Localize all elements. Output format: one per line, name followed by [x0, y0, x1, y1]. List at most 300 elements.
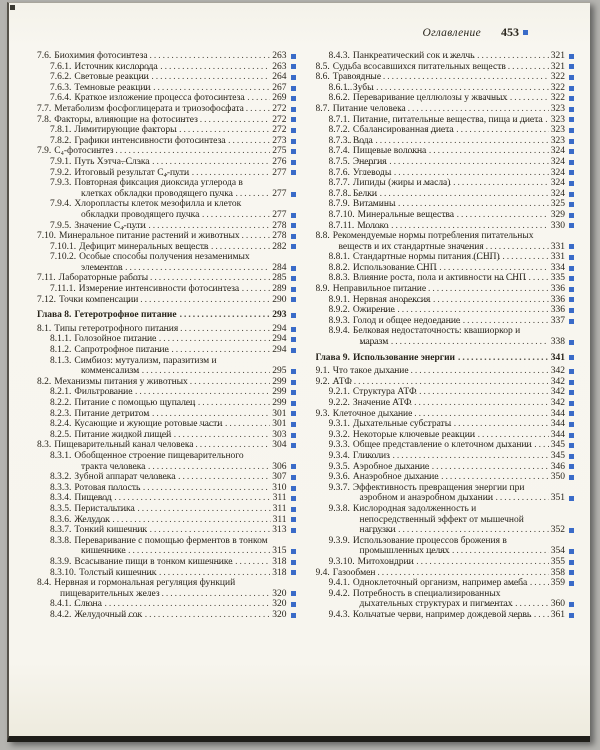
toc-entry[interactable] [329, 462, 575, 473]
toc-entry[interactable] [316, 104, 575, 115]
toc-entry-title: Белки [352, 188, 377, 199]
toc-entry-title: Биохимия фотосинтеза [54, 51, 148, 61]
toc-entry-page [272, 136, 295, 147]
toc-entry-text [329, 178, 549, 189]
toc-entry[interactable] [329, 430, 575, 441]
link-marker-icon [291, 464, 296, 469]
toc-entry[interactable] [329, 157, 575, 168]
toc-entry[interactable] [329, 305, 575, 316]
toc-entry-title: Световые реакции [74, 72, 149, 83]
toc-entry-page-number: 285 [272, 273, 287, 284]
toc-entry[interactable] [50, 525, 296, 536]
toc-entry-page [273, 504, 296, 515]
toc-entry-title: Питание детритом [74, 408, 150, 419]
link-marker-icon [291, 380, 296, 385]
toc-entry[interactable] [37, 440, 296, 451]
toc-entry-text [50, 345, 270, 356]
toc-entry-title: Общее представление о клеточном дыхании [352, 440, 532, 451]
toc-entry[interactable] [37, 115, 296, 126]
toc-entry[interactable] [37, 295, 296, 306]
toc-entry[interactable] [37, 146, 296, 157]
toc-entry[interactable] [329, 199, 575, 210]
toc-entry-page [551, 263, 574, 274]
toc-entry-page [551, 557, 574, 568]
toc-entry[interactable] [329, 589, 575, 610]
toc-entry[interactable] [329, 178, 575, 189]
toc-entry[interactable] [50, 242, 296, 253]
toc-entry-text [329, 504, 549, 536]
toc-entry-number: 7.6.2. [50, 72, 72, 83]
toc-entry-number: 8.7.5. [328, 156, 350, 167]
toc-entry-page [273, 493, 296, 504]
toc-entry-text [50, 409, 270, 420]
toc-entry-text [329, 387, 549, 398]
toc-entry-page [551, 546, 574, 557]
toc-entry-number: 8.7.1. [328, 114, 350, 125]
toc-entry-page [272, 189, 295, 200]
toc-entry[interactable] [329, 326, 575, 347]
toc-entry-number: 8.9.4. [328, 326, 350, 337]
toc-entry-text [316, 568, 549, 579]
link-marker-icon [569, 308, 574, 313]
toc-entry-page [551, 305, 574, 316]
toc-entry[interactable] [50, 356, 296, 377]
toc-entry-page-number: 344 [550, 408, 565, 419]
toc-entry[interactable] [50, 62, 296, 73]
toc-columns [9, 49, 590, 620]
toc-entry[interactable] [50, 493, 296, 504]
link-marker-icon [569, 433, 574, 438]
toc-entry-page [272, 589, 295, 600]
toc-entry-number: 8.1. [37, 323, 52, 334]
toc-entry-text [329, 557, 549, 568]
toc-entry[interactable] [316, 231, 575, 252]
toc-entry[interactable] [316, 366, 575, 377]
toc-entry[interactable] [37, 273, 296, 284]
toc-entry[interactable] [50, 252, 296, 273]
toc-entry[interactable] [37, 231, 296, 242]
toc-entry[interactable] [37, 377, 296, 388]
toc-entry-number: 8.7.4. [328, 146, 350, 157]
toc-entry-title: Использование процессов брожения в промышленных целях [352, 535, 507, 557]
toc-entry[interactable] [329, 316, 575, 327]
toc-entry-page [551, 210, 574, 221]
toc-entry[interactable] [50, 536, 296, 557]
toc-entry[interactable] [329, 419, 575, 430]
toc-entry[interactable] [50, 568, 296, 579]
toc-entry-number: 8.6.1. [328, 82, 350, 93]
toc-entry-number: 8.6.2. [328, 93, 350, 104]
toc-entry-number: 8.2.4. [50, 419, 72, 430]
toc-entry-number: 9.3. [315, 408, 330, 419]
toc-entry-number: 8.8.1. [328, 252, 350, 263]
toc-entry-number: 8.7.11. [328, 220, 355, 231]
toc-entry[interactable] [329, 295, 575, 306]
toc-entry-title: Симбиоз: мутуализм, паразитизм и комменсализм [74, 355, 217, 377]
toc-entry-title: Фильтрование [74, 387, 133, 398]
toc-entry-page [551, 462, 574, 473]
toc-entry[interactable] [37, 104, 296, 115]
toc-entry-number: 8.3.5. [50, 503, 72, 514]
toc-entry-page [551, 472, 574, 483]
toc-entry-page [551, 316, 574, 327]
toc-entry-number: 9.3.6. [328, 472, 350, 483]
toc-entry[interactable] [329, 51, 575, 62]
toc-entry-page [551, 419, 574, 430]
toc-entry-number: 9.3.8. [328, 503, 350, 514]
link-marker-icon [569, 54, 574, 59]
toc-entry-title: Стандартные нормы питания (СНП) [352, 252, 500, 263]
link-marker-icon [569, 181, 574, 186]
toc-entry[interactable] [329, 136, 575, 147]
toc-entry-text [329, 51, 549, 62]
link-marker-icon [291, 75, 296, 80]
toc-entry-title: Источник кислорода [74, 61, 158, 72]
toc-entry-text [316, 104, 549, 115]
link-marker-icon [569, 422, 574, 427]
toc-entry-page-number: 278 [272, 220, 287, 231]
toc-entry[interactable] [50, 430, 296, 441]
toc-entry[interactable] [50, 483, 296, 494]
toc-entry-page-number: 342 [550, 398, 565, 408]
toc-entry[interactable] [316, 62, 575, 73]
toc-entry[interactable] [329, 210, 575, 221]
toc-entry-page [551, 284, 574, 295]
toc-entry-number: 7.9.4. [50, 199, 72, 210]
toc-entry[interactable] [50, 419, 296, 430]
toc-entry-text [50, 242, 270, 253]
toc-entry-title: Желудочный сок [74, 609, 143, 620]
toc-entry-page [551, 451, 574, 462]
link-marker-icon [291, 149, 296, 154]
toc-entry-text [37, 273, 270, 284]
link-marker-icon [291, 139, 296, 144]
toc-entry-number: 9.3.5. [328, 461, 350, 472]
toc-entry[interactable] [329, 451, 575, 462]
toc-entry-text [37, 104, 270, 115]
toc-entry-title: Что такое дыхание [332, 366, 409, 377]
toc-entry-number: 9.3.3. [328, 440, 350, 451]
link-marker-icon [291, 287, 296, 292]
toc-entry-title: Клеточное дыхание [332, 408, 413, 419]
toc-entry-title: Углеводы [352, 167, 392, 178]
toc-entry-title: Голод и общее недоедание [352, 315, 461, 326]
toc-entry-number: 9.3.9. [328, 535, 350, 546]
toc-entry-title: Точки компенсации [59, 294, 139, 305]
toc-entry[interactable] [329, 610, 575, 621]
link-marker-icon [291, 348, 296, 353]
toc-entry-title: Использование энергии [352, 352, 456, 363]
toc-entry-number: 8.8. [315, 231, 330, 242]
toc-entry[interactable] [329, 557, 575, 568]
toc-entry[interactable] [316, 568, 575, 579]
link-marker-icon [569, 255, 574, 260]
toc-entry[interactable] [329, 252, 575, 263]
toc-entry-title: Перистальтика [74, 503, 135, 514]
link-marker-icon [523, 30, 528, 35]
toc-entry-number: 7.7. [37, 103, 52, 114]
link-marker-icon [569, 287, 574, 292]
toc-entry[interactable] [50, 599, 296, 610]
toc-entry[interactable] [50, 334, 296, 345]
toc-entry[interactable] [50, 504, 296, 515]
toc-entry-page-number: 294 [272, 345, 287, 356]
link-marker-icon [569, 170, 574, 175]
toc-entry[interactable] [37, 578, 296, 599]
toc-entry-page [272, 263, 295, 274]
toc-entry[interactable] [316, 284, 575, 295]
toc-chapter-entry[interactable] [37, 310, 296, 321]
toc-entry-title: Желудок [74, 514, 110, 525]
toc-entry-page-number: 299 [272, 387, 287, 398]
toc-entry-text [316, 409, 549, 420]
toc-entry-title: Итоговый результат С₄-пути [74, 167, 190, 178]
toc-entry-page-number: 263 [272, 51, 287, 61]
toc-entry[interactable] [329, 189, 575, 200]
toc-entry-page [272, 430, 295, 441]
toc-entry-number: 7.6. [37, 51, 52, 61]
toc-entry-number: 8.7.7. [328, 178, 350, 189]
toc-entry-title: Краткое изложение процесса фотосинтеза [74, 93, 245, 104]
toc-entry[interactable] [50, 125, 296, 136]
toc-entry-text [50, 199, 270, 220]
toc-entry-text [50, 493, 271, 504]
toc-entry-page-number: 336 [550, 294, 565, 305]
toc-entry-title: Панкреатический сок и желчь [352, 51, 475, 61]
toc-entry-title: Голозойное питание [74, 334, 157, 345]
toc-entry-title: Кусающие и жующие ротовые части [74, 419, 223, 430]
toc-entry-page-number: 336 [550, 305, 565, 316]
toc-entry-page-number: 315 [272, 546, 287, 557]
link-marker-icon [291, 170, 296, 175]
toc-entry[interactable] [329, 578, 575, 589]
scan-artifact [10, 5, 15, 10]
toc-entry-text [50, 557, 270, 568]
toc-chapter-entry[interactable] [316, 353, 575, 364]
toc-entry-text [329, 125, 549, 136]
toc-entry[interactable] [50, 610, 296, 621]
toc-entry-page [272, 115, 295, 126]
toc-entry-text [329, 189, 549, 200]
toc-entry[interactable] [50, 136, 296, 147]
toc-entry-title: Питание жидкой пищей [74, 429, 172, 440]
toc-entry-text [329, 472, 549, 483]
toc-entry-page [272, 104, 295, 115]
toc-entry-number: 9.4.3. [328, 609, 350, 620]
toc-entry-text [37, 231, 270, 242]
toc-entry-page-number: 358 [550, 567, 565, 578]
toc-entry[interactable] [50, 93, 296, 104]
toc-entry-title: Сапротрофное питание [74, 345, 169, 356]
link-marker-icon [569, 276, 574, 281]
toc-entry-title: Липиды (жиры и масла) [352, 178, 451, 189]
toc-entry[interactable] [329, 93, 575, 104]
toc-entry-text [329, 273, 549, 284]
toc-entry[interactable] [50, 284, 296, 295]
toc-entry[interactable] [50, 451, 296, 472]
toc-entry-text [50, 525, 270, 536]
link-marker-icon [569, 244, 574, 249]
toc-entry-page-number: 338 [550, 337, 565, 348]
toc-entry-page-number: 301 [272, 408, 287, 419]
toc-entry[interactable] [316, 377, 575, 388]
toc-entry-number: 7.8. [37, 114, 52, 125]
toc-entry-number: 9.3.4. [328, 450, 350, 461]
toc-entry-title: Минеральные вещества [357, 209, 454, 220]
toc-entry[interactable] [37, 324, 296, 335]
link-marker-icon [569, 570, 574, 575]
toc-entry-page [551, 568, 574, 579]
toc-entry-text [50, 221, 270, 232]
toc-entry[interactable] [50, 345, 296, 356]
toc-entry-number: 8.2. [37, 376, 52, 387]
toc-entry[interactable] [329, 273, 575, 284]
toc-entry-title: Травоядные [332, 72, 382, 83]
toc-entry-page-number: 331 [550, 252, 565, 263]
toc-entry[interactable] [50, 178, 296, 199]
toc-entry-text [329, 483, 549, 504]
toc-entry[interactable] [329, 83, 575, 94]
toc-entry-page [551, 178, 574, 189]
link-marker-icon [291, 549, 296, 554]
toc-entry[interactable] [37, 51, 296, 62]
link-marker-icon [291, 64, 296, 69]
toc-entry-number: 8.5. [315, 61, 330, 72]
link-marker-icon [291, 327, 296, 332]
link-marker-icon [291, 475, 296, 480]
link-marker-icon [291, 54, 296, 59]
toc-entry-page-number: 306 [272, 461, 287, 472]
toc-entry-page-number: 284 [272, 262, 287, 273]
toc-entry[interactable] [329, 125, 575, 136]
toc-entry[interactable] [50, 387, 296, 398]
link-marker-icon [569, 560, 574, 565]
toc-entry-page-number: 303 [272, 429, 287, 440]
toc-entry[interactable] [329, 440, 575, 451]
toc-entry-page [273, 515, 296, 526]
toc-entry-text [329, 115, 549, 126]
toc-entry-page-number: 329 [550, 209, 565, 220]
toc-entry-number: 8.8.3. [328, 273, 350, 284]
toc-entry-number: 9.2.2. [328, 398, 350, 408]
toc-entry-text [50, 430, 270, 441]
toc-entry[interactable] [329, 483, 575, 504]
toc-entry-title: Молоко [357, 220, 389, 231]
toc-entry-number: 9.2.1. [328, 387, 350, 398]
toc-entry-page-number: 354 [550, 546, 565, 557]
toc-entry-text [329, 295, 549, 306]
toc-entry-page [272, 366, 295, 377]
toc-entry-number: 8.2.1. [50, 387, 72, 398]
toc-entry[interactable] [50, 199, 296, 220]
toc-entry-page [272, 146, 295, 157]
link-marker-icon [291, 528, 296, 533]
toc-entry-page [551, 199, 574, 210]
link-marker-icon [291, 422, 296, 427]
toc-entry[interactable] [50, 72, 296, 83]
toc-entry[interactable] [50, 472, 296, 483]
toc-entry-title: Нервная и гормональная регуляция функций пищеварительных желез [54, 578, 236, 599]
toc-entry[interactable] [329, 472, 575, 483]
toc-entry-number: 8.7.9. [328, 199, 350, 210]
toc-entry-title: Витамины [352, 199, 396, 210]
toc-entry-text [50, 515, 271, 526]
toc-entry-number: 8.3.1. [50, 450, 72, 461]
toc-entry-number: 8.4.1. [50, 599, 72, 610]
toc-entry[interactable] [316, 72, 575, 83]
toc-entry-number: 7.9.2. [50, 167, 72, 178]
toc-entry-text [329, 168, 549, 179]
toc-entry-page [272, 483, 295, 494]
toc-entry-text [37, 440, 270, 451]
toc-entry-title: Газообмен [332, 567, 376, 578]
toc-entry-title: Путь Хэтча–Слэка [74, 156, 150, 167]
toc-entry-number: 8.2.5. [50, 429, 72, 440]
toc-entry[interactable] [316, 409, 575, 420]
link-marker-icon [569, 581, 574, 586]
toc-entry[interactable] [329, 146, 575, 157]
toc-entry-title: Метаболизм фосфоглицерата и триозофосфата [54, 103, 244, 114]
toc-entry-title: Энергия [352, 156, 387, 167]
toc-entry[interactable] [329, 536, 575, 557]
toc-entry[interactable] [50, 409, 296, 420]
toc-entry[interactable] [50, 168, 296, 179]
toc-entry[interactable] [329, 221, 575, 232]
toc-entry-page [551, 51, 574, 62]
toc-entry[interactable] [50, 157, 296, 168]
toc-entry[interactable] [50, 221, 296, 232]
toc-entry-number: 8.7.8. [328, 188, 350, 199]
toc-entry[interactable] [50, 515, 296, 526]
toc-entry-page-number: 323 [550, 125, 565, 136]
link-marker-icon [291, 128, 296, 133]
link-marker-icon [291, 401, 296, 406]
toc-entry-number: 7.8.1. [50, 125, 72, 136]
toc-entry[interactable] [329, 115, 575, 126]
link-marker-icon [569, 266, 574, 271]
toc-entry-text [329, 83, 549, 94]
toc-entry-page [272, 273, 295, 284]
toc-entry-page [272, 345, 295, 356]
toc-entry-number: 7.9.1. [50, 156, 72, 167]
toc-entry-page-number: 276 [272, 156, 287, 167]
toc-entry-page [272, 398, 295, 409]
toc-entry[interactable] [329, 387, 575, 398]
link-marker-icon [569, 549, 574, 554]
toc-entry-page [272, 462, 295, 473]
toc-entry-title: Структура АТФ [352, 387, 417, 398]
toc-entry-number: 8.1.2. [50, 345, 72, 356]
toc-entry[interactable] [50, 398, 296, 409]
link-marker-icon [291, 266, 296, 271]
toc-entry-number: 7.12. [37, 294, 56, 305]
toc-entry-text [37, 146, 270, 157]
toc-entry[interactable] [50, 83, 296, 94]
toc-entry[interactable] [329, 398, 575, 409]
toc-entry-title: Использование СНП [352, 262, 437, 273]
link-marker-icon [569, 355, 574, 360]
link-marker-icon [291, 570, 296, 575]
toc-entry[interactable] [329, 263, 575, 274]
link-marker-icon [569, 380, 574, 385]
toc-entry-text [50, 136, 270, 147]
toc-entry[interactable] [329, 504, 575, 536]
toc-entry-page-number: 272 [272, 125, 287, 136]
toc-entry-number: 7.6.4. [50, 93, 72, 104]
toc-entry-page [551, 72, 574, 83]
toc-entry[interactable] [50, 557, 296, 568]
toc-entry[interactable] [329, 168, 575, 179]
